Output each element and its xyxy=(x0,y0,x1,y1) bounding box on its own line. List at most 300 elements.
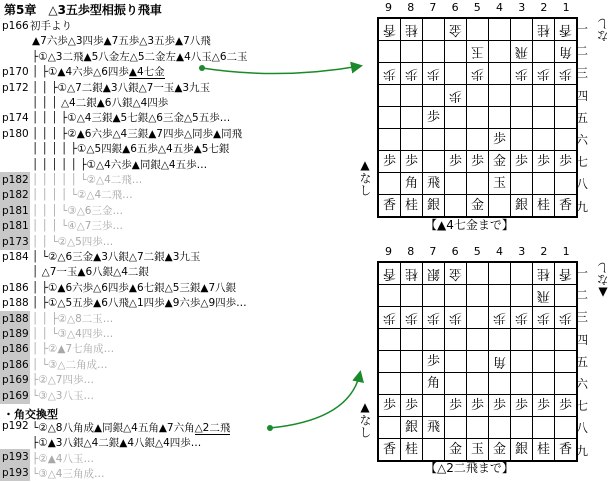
page-number: p182 xyxy=(2,189,29,202)
shogi-piece: 飛 xyxy=(426,420,440,435)
shogi-piece: 銀 xyxy=(514,442,528,457)
page-number: p188 xyxy=(2,297,29,310)
shogi-piece: 桂 xyxy=(536,198,550,213)
board-square xyxy=(533,195,555,218)
board-square xyxy=(445,195,467,218)
board-square xyxy=(467,41,489,63)
board-square xyxy=(423,18,445,41)
board-square xyxy=(467,439,489,462)
board-square xyxy=(533,439,555,462)
board-square xyxy=(533,262,555,285)
column-number: 2 xyxy=(540,1,548,14)
board-square xyxy=(445,41,467,63)
page-number xyxy=(0,141,30,157)
board-square xyxy=(445,307,467,329)
board-square xyxy=(378,395,401,417)
board-square xyxy=(378,262,401,285)
board2 xyxy=(377,261,578,462)
tree-line: │ │ │ │ │ ├①△4六歩▲同銀△4五歩… xyxy=(32,158,208,171)
shogi-piece: 金 xyxy=(492,154,506,169)
board-square xyxy=(401,307,423,329)
board-square xyxy=(489,262,511,285)
column-number: 3 xyxy=(518,245,526,258)
shogi-piece: 香 xyxy=(382,442,396,457)
shogi-piece: 歩 xyxy=(448,88,462,103)
board-square xyxy=(423,151,445,173)
shogi-piece: 歩 xyxy=(492,398,506,413)
page-number: p173 xyxy=(2,235,29,248)
shogi-piece: 桂 xyxy=(536,266,550,281)
board2-sente-hand: ▲なし xyxy=(358,400,372,438)
board-square xyxy=(511,129,533,151)
shogi-piece: 飛 xyxy=(514,44,528,59)
board-square xyxy=(401,151,423,173)
board-square xyxy=(378,329,401,351)
board-square xyxy=(467,18,489,41)
board-square xyxy=(533,307,555,329)
shogi-piece: 歩 xyxy=(448,154,462,169)
shogi-piece: 銀 xyxy=(514,198,528,213)
page-number xyxy=(0,95,30,111)
board-square xyxy=(511,373,533,395)
board-square xyxy=(489,285,511,307)
shogi-piece: 歩 xyxy=(536,310,550,325)
column-number: 8 xyxy=(407,245,415,258)
board-square xyxy=(423,307,445,329)
shogi-piece: 角 xyxy=(492,354,506,369)
shogi-piece: 歩 xyxy=(470,154,484,169)
board-square xyxy=(467,351,489,373)
tree-line: └③△3八玉… xyxy=(32,389,94,402)
board-square xyxy=(423,129,445,151)
board-square xyxy=(533,285,555,307)
board-square xyxy=(401,85,423,107)
board-square xyxy=(467,63,489,85)
tree-line: │ │ └③△4四歩… xyxy=(32,328,114,340)
tree-line: │ │ │ └③△6三金… xyxy=(32,204,123,217)
row-number: 四 xyxy=(575,88,588,103)
page-number xyxy=(0,264,30,280)
arrow2-origin-dot xyxy=(267,425,273,431)
board-square xyxy=(445,63,467,85)
tree-line: │ │ ├①△7二銀▲3八銀△7一玉▲3九玉 xyxy=(32,81,211,94)
page-number: p169 xyxy=(2,389,29,402)
shogi-piece: 桂 xyxy=(404,266,418,281)
page-number: p182 xyxy=(2,174,29,186)
shogi-piece: 歩 xyxy=(536,66,550,81)
board-square xyxy=(445,129,467,151)
tree2-line: └②△8八角成▲同銀△4五角▲7六角△2二飛 xyxy=(32,422,231,434)
shogi-piece: 歩 xyxy=(492,310,506,325)
shogi-piece: 歩 xyxy=(382,398,396,413)
board-square xyxy=(445,262,467,285)
row-number: 六 xyxy=(575,377,588,391)
tree-line: │ │ │ │ └②△4二飛… xyxy=(32,189,133,202)
board-square xyxy=(401,373,423,395)
board-square xyxy=(378,373,401,395)
board-square xyxy=(378,195,401,218)
shogi-piece: 歩 xyxy=(536,398,550,413)
board-square xyxy=(467,85,489,107)
column-number: 5 xyxy=(473,1,481,14)
row-number: 九 xyxy=(575,199,588,214)
board-square xyxy=(378,307,401,329)
board-square xyxy=(511,18,533,41)
shogi-piece: 銀 xyxy=(426,198,440,213)
board-square xyxy=(378,151,401,173)
page-number: p186 xyxy=(2,343,29,356)
row-number: 一 xyxy=(575,266,588,280)
board-square xyxy=(467,195,489,218)
chapter-title: 第5章 △3五歩型相振り飛車 xyxy=(4,3,162,17)
board-square xyxy=(423,373,445,395)
board-square xyxy=(401,107,423,129)
tree-line: 初手より xyxy=(30,20,72,32)
board-square xyxy=(511,439,533,462)
shogi-piece: 歩 xyxy=(514,398,528,413)
shogi-piece: 歩 xyxy=(404,310,418,325)
board-square xyxy=(489,151,511,173)
board-square xyxy=(401,18,423,41)
column-number: 9 xyxy=(385,1,392,14)
shogi-piece: 玉 xyxy=(470,442,484,457)
shogi-piece: 歩 xyxy=(470,398,484,413)
shogi-piece: 香 xyxy=(558,198,572,213)
shogi-piece: 歩 xyxy=(448,310,462,325)
board-square xyxy=(401,439,423,462)
page-number: p188 xyxy=(2,312,29,325)
board-square xyxy=(533,63,555,85)
column-number: 2 xyxy=(540,245,548,258)
board-square xyxy=(378,173,401,195)
board-square xyxy=(533,395,555,417)
board-square xyxy=(445,373,467,395)
page-number: p193 xyxy=(2,451,29,464)
board-square xyxy=(423,262,445,285)
shogi-piece: 桂 xyxy=(404,198,418,213)
arrow1-origin-dot xyxy=(199,65,205,71)
board-square xyxy=(401,195,423,218)
board-square xyxy=(511,107,533,129)
board-square xyxy=(489,395,511,417)
page-number: p181 xyxy=(2,204,29,217)
shogi-piece: 歩 xyxy=(558,154,572,169)
board-square xyxy=(511,285,533,307)
board-square xyxy=(533,129,555,151)
row-number: 三 xyxy=(575,310,588,325)
board-square xyxy=(489,307,511,329)
tree2-line: ├②▲4八玉… xyxy=(32,452,94,465)
shogi-piece: 香 xyxy=(382,22,396,37)
column-number: 9 xyxy=(385,245,392,258)
board-square xyxy=(401,329,423,351)
board-square xyxy=(533,107,555,129)
board-square xyxy=(401,262,423,285)
board-square xyxy=(401,285,423,307)
board-square xyxy=(378,439,401,462)
board2-caption: 【△2二飛まで】 xyxy=(425,461,514,475)
board-square xyxy=(467,373,489,395)
page-number: p192 xyxy=(2,420,29,433)
shogi-piece: 桂 xyxy=(404,442,418,457)
tree-line: │ │ └②△5四歩… xyxy=(32,235,114,248)
board-square xyxy=(445,329,467,351)
board1-gote-hand: なし xyxy=(596,18,610,42)
board2-gote-hand: ▲なし xyxy=(596,262,610,300)
column-number: 6 xyxy=(451,1,459,14)
board-square xyxy=(423,329,445,351)
board-square xyxy=(511,85,533,107)
board-square xyxy=(467,307,489,329)
page-number: p186 xyxy=(2,358,29,371)
board-square xyxy=(511,329,533,351)
board-square xyxy=(489,63,511,85)
row-number: 九 xyxy=(575,443,588,458)
board-square xyxy=(401,63,423,85)
tree-line: │ │ │ │ │ └②△4二飛… xyxy=(32,174,143,186)
row-number: 一 xyxy=(575,22,588,36)
board-square xyxy=(467,151,489,173)
shogi-piece: 金 xyxy=(470,198,484,213)
shogi-piece: 飛 xyxy=(536,288,550,303)
board-square xyxy=(378,351,401,373)
shogi-piece: 玉 xyxy=(492,176,506,191)
board-square xyxy=(489,85,511,107)
tree-line: ├②△7四歩… xyxy=(32,374,94,387)
board-square xyxy=(467,173,489,195)
shogi-piece: 歩 xyxy=(382,154,396,169)
board-square xyxy=(423,395,445,417)
shogi-piece: 歩 xyxy=(426,66,440,81)
board-square xyxy=(378,107,401,129)
board-square xyxy=(511,417,533,439)
board-square xyxy=(489,417,511,439)
page-number: p193 xyxy=(2,466,29,479)
board-square xyxy=(489,329,511,351)
shogi-piece: 歩 xyxy=(404,154,418,169)
shogi-piece: 歩 xyxy=(536,154,550,169)
tree-line: │ ├①▲6六歩△6四歩▲6七銀△5三銀▲7八銀 xyxy=(32,281,237,294)
board-square xyxy=(511,195,533,218)
tree-line: │ ├①▲4六歩△6四歩▲4七金 xyxy=(32,66,165,79)
board-square xyxy=(401,41,423,63)
board-square xyxy=(533,85,555,107)
board-square xyxy=(445,85,467,107)
shogi-piece: 香 xyxy=(382,198,396,213)
board-square xyxy=(423,85,445,107)
column-number: 7 xyxy=(429,1,437,14)
board-square xyxy=(445,173,467,195)
shogi-piece: 歩 xyxy=(470,66,484,81)
shogi-piece: 歩 xyxy=(382,66,396,81)
board-square xyxy=(489,439,511,462)
board-square xyxy=(423,439,445,462)
shogi-piece: 角 xyxy=(404,176,418,191)
shogi-piece: 銀 xyxy=(404,420,418,435)
shogi-piece: 歩 xyxy=(558,398,572,413)
tree-line: │ ├①△5五歩▲6八飛△1四歩▲9六歩△9四歩… xyxy=(32,297,247,310)
board-square xyxy=(378,18,401,41)
board-square xyxy=(423,195,445,218)
page-number xyxy=(0,434,30,450)
tree-line: │ │ │ ├①△4三銀▲5七銀△6三金△5五歩… xyxy=(32,112,231,125)
arrow-to-board2 xyxy=(270,373,360,428)
page-number xyxy=(0,33,30,49)
column-number: 7 xyxy=(429,245,437,258)
board-square xyxy=(445,351,467,373)
section-title: ・角交換型 xyxy=(3,408,58,421)
board-square xyxy=(489,373,511,395)
board-square xyxy=(423,285,445,307)
shogi-piece: 角 xyxy=(558,44,572,59)
page-number: p180 xyxy=(2,127,29,140)
board-square xyxy=(533,173,555,195)
tree-line: │ └③△二角成… xyxy=(32,358,108,371)
board-square xyxy=(489,18,511,41)
board-square xyxy=(533,329,555,351)
board-square xyxy=(489,195,511,218)
shogi-piece: 桂 xyxy=(404,22,418,37)
tree-line: │ △7一玉▲6八銀△4二銀 xyxy=(32,266,149,279)
column-number: 1 xyxy=(562,245,570,258)
shogi-piece: 飛 xyxy=(426,176,440,191)
board-square xyxy=(445,107,467,129)
board-square xyxy=(445,151,467,173)
board-square xyxy=(423,417,445,439)
board-square xyxy=(489,173,511,195)
board-square xyxy=(445,18,467,41)
shogi-piece: 玉 xyxy=(470,44,484,59)
board-square xyxy=(445,417,467,439)
board-square xyxy=(533,417,555,439)
board1-sente-hand: ▲なし xyxy=(358,158,372,196)
board-square xyxy=(467,395,489,417)
tree-line: │ │ │ ├②▲6六歩△4三銀▲7四歩△同歩▲同飛 xyxy=(32,127,243,140)
row-number: 四 xyxy=(575,332,588,347)
board-square xyxy=(467,417,489,439)
shogi-piece: 歩 xyxy=(404,66,418,81)
board-square xyxy=(467,262,489,285)
shogi-piece: 歩 xyxy=(404,398,418,413)
board-square xyxy=(401,417,423,439)
shogi-piece: 歩 xyxy=(382,310,396,325)
page-number: p166 xyxy=(2,20,29,32)
shogi-piece: 香 xyxy=(558,442,572,457)
board-square xyxy=(511,63,533,85)
shogi-piece: 歩 xyxy=(514,154,528,169)
board-square xyxy=(378,63,401,85)
arrow-to-board1 xyxy=(202,66,360,74)
row-number: 二 xyxy=(575,288,588,303)
board1-caption: 【▲4七金まで】 xyxy=(425,218,514,232)
column-number: 5 xyxy=(473,245,481,258)
board-square xyxy=(467,129,489,151)
board-square xyxy=(401,351,423,373)
board-square xyxy=(445,439,467,462)
shogi-piece: 歩 xyxy=(514,66,528,81)
column-number: 8 xyxy=(407,1,415,14)
column-number: 4 xyxy=(496,245,503,258)
tree-line: │ ├②▲7七角成… xyxy=(32,343,115,356)
board-square xyxy=(423,63,445,85)
row-number: 八 xyxy=(575,177,588,192)
board-square xyxy=(445,395,467,417)
column-number: 3 xyxy=(518,1,526,14)
row-number: 七 xyxy=(575,399,588,414)
shogi-piece: 桂 xyxy=(536,442,550,457)
page-number: p186 xyxy=(2,281,29,294)
shogi-piece: 歩 xyxy=(558,66,572,81)
shogi-piece: 金 xyxy=(492,442,506,457)
row-number: 五 xyxy=(575,354,588,369)
board-square xyxy=(445,285,467,307)
shogi-piece: 歩 xyxy=(426,310,440,325)
tree2-line: └③△4三角成… xyxy=(32,468,105,481)
row-number: 七 xyxy=(575,155,588,170)
board-square xyxy=(511,351,533,373)
board-square xyxy=(489,107,511,129)
board-square xyxy=(467,329,489,351)
row-number: 六 xyxy=(575,133,588,147)
board-square xyxy=(533,373,555,395)
shogi-piece: 金 xyxy=(448,22,462,37)
board-square xyxy=(533,41,555,63)
tree-line: ├①△3二飛▲5八金左△5二金左▲4八玉△6二玉 xyxy=(32,50,248,63)
board-square xyxy=(378,85,401,107)
tree-line: │ │ │ △4二銀▲6八銀△4四歩 xyxy=(32,97,169,109)
shogi-piece: 香 xyxy=(558,266,572,281)
board-square xyxy=(423,173,445,195)
shogi-piece: 金 xyxy=(448,442,462,457)
shogi-piece: 香 xyxy=(558,22,572,37)
tree-line: │ │ │ │ ├①△5四銀▲6五歩△4五歩▲5七銀 xyxy=(32,143,230,156)
shogi-piece: 歩 xyxy=(426,110,440,125)
page-number: p181 xyxy=(2,220,29,233)
tree-line: ▲7六歩△3四歩▲7五歩△3五歩▲7八飛 xyxy=(32,35,211,48)
tree-line: │ └②△6三金▲3八銀△7二銀▲3九玉 xyxy=(32,251,201,263)
board-square xyxy=(489,129,511,151)
row-number: 八 xyxy=(575,421,588,436)
shogi-piece: 角 xyxy=(426,376,440,391)
board-square xyxy=(401,395,423,417)
shogi-piece: 金 xyxy=(448,266,462,281)
page-number xyxy=(0,49,30,65)
board-square xyxy=(511,395,533,417)
board-square xyxy=(423,41,445,63)
tree-line: │ │ │ └④△7三歩… xyxy=(32,220,123,233)
column-number: 1 xyxy=(562,1,570,14)
board-square xyxy=(423,351,445,373)
board-square xyxy=(467,285,489,307)
board1 xyxy=(377,17,578,218)
board-square xyxy=(401,173,423,195)
board-square xyxy=(467,107,489,129)
shogi-piece: 銀 xyxy=(426,266,440,281)
board-square xyxy=(401,129,423,151)
shogi-piece: 歩 xyxy=(558,310,572,325)
board-square xyxy=(533,18,555,41)
row-number: 三 xyxy=(575,66,588,81)
board-square xyxy=(378,417,401,439)
page-number: p170 xyxy=(2,66,29,79)
board-square xyxy=(511,151,533,173)
board-square xyxy=(378,129,401,151)
page-number: p169 xyxy=(2,374,29,387)
shogi-piece: 歩 xyxy=(448,398,462,413)
shogi-piece: 歩 xyxy=(492,132,506,147)
row-number: 二 xyxy=(575,44,588,59)
row-number: 五 xyxy=(575,110,588,125)
